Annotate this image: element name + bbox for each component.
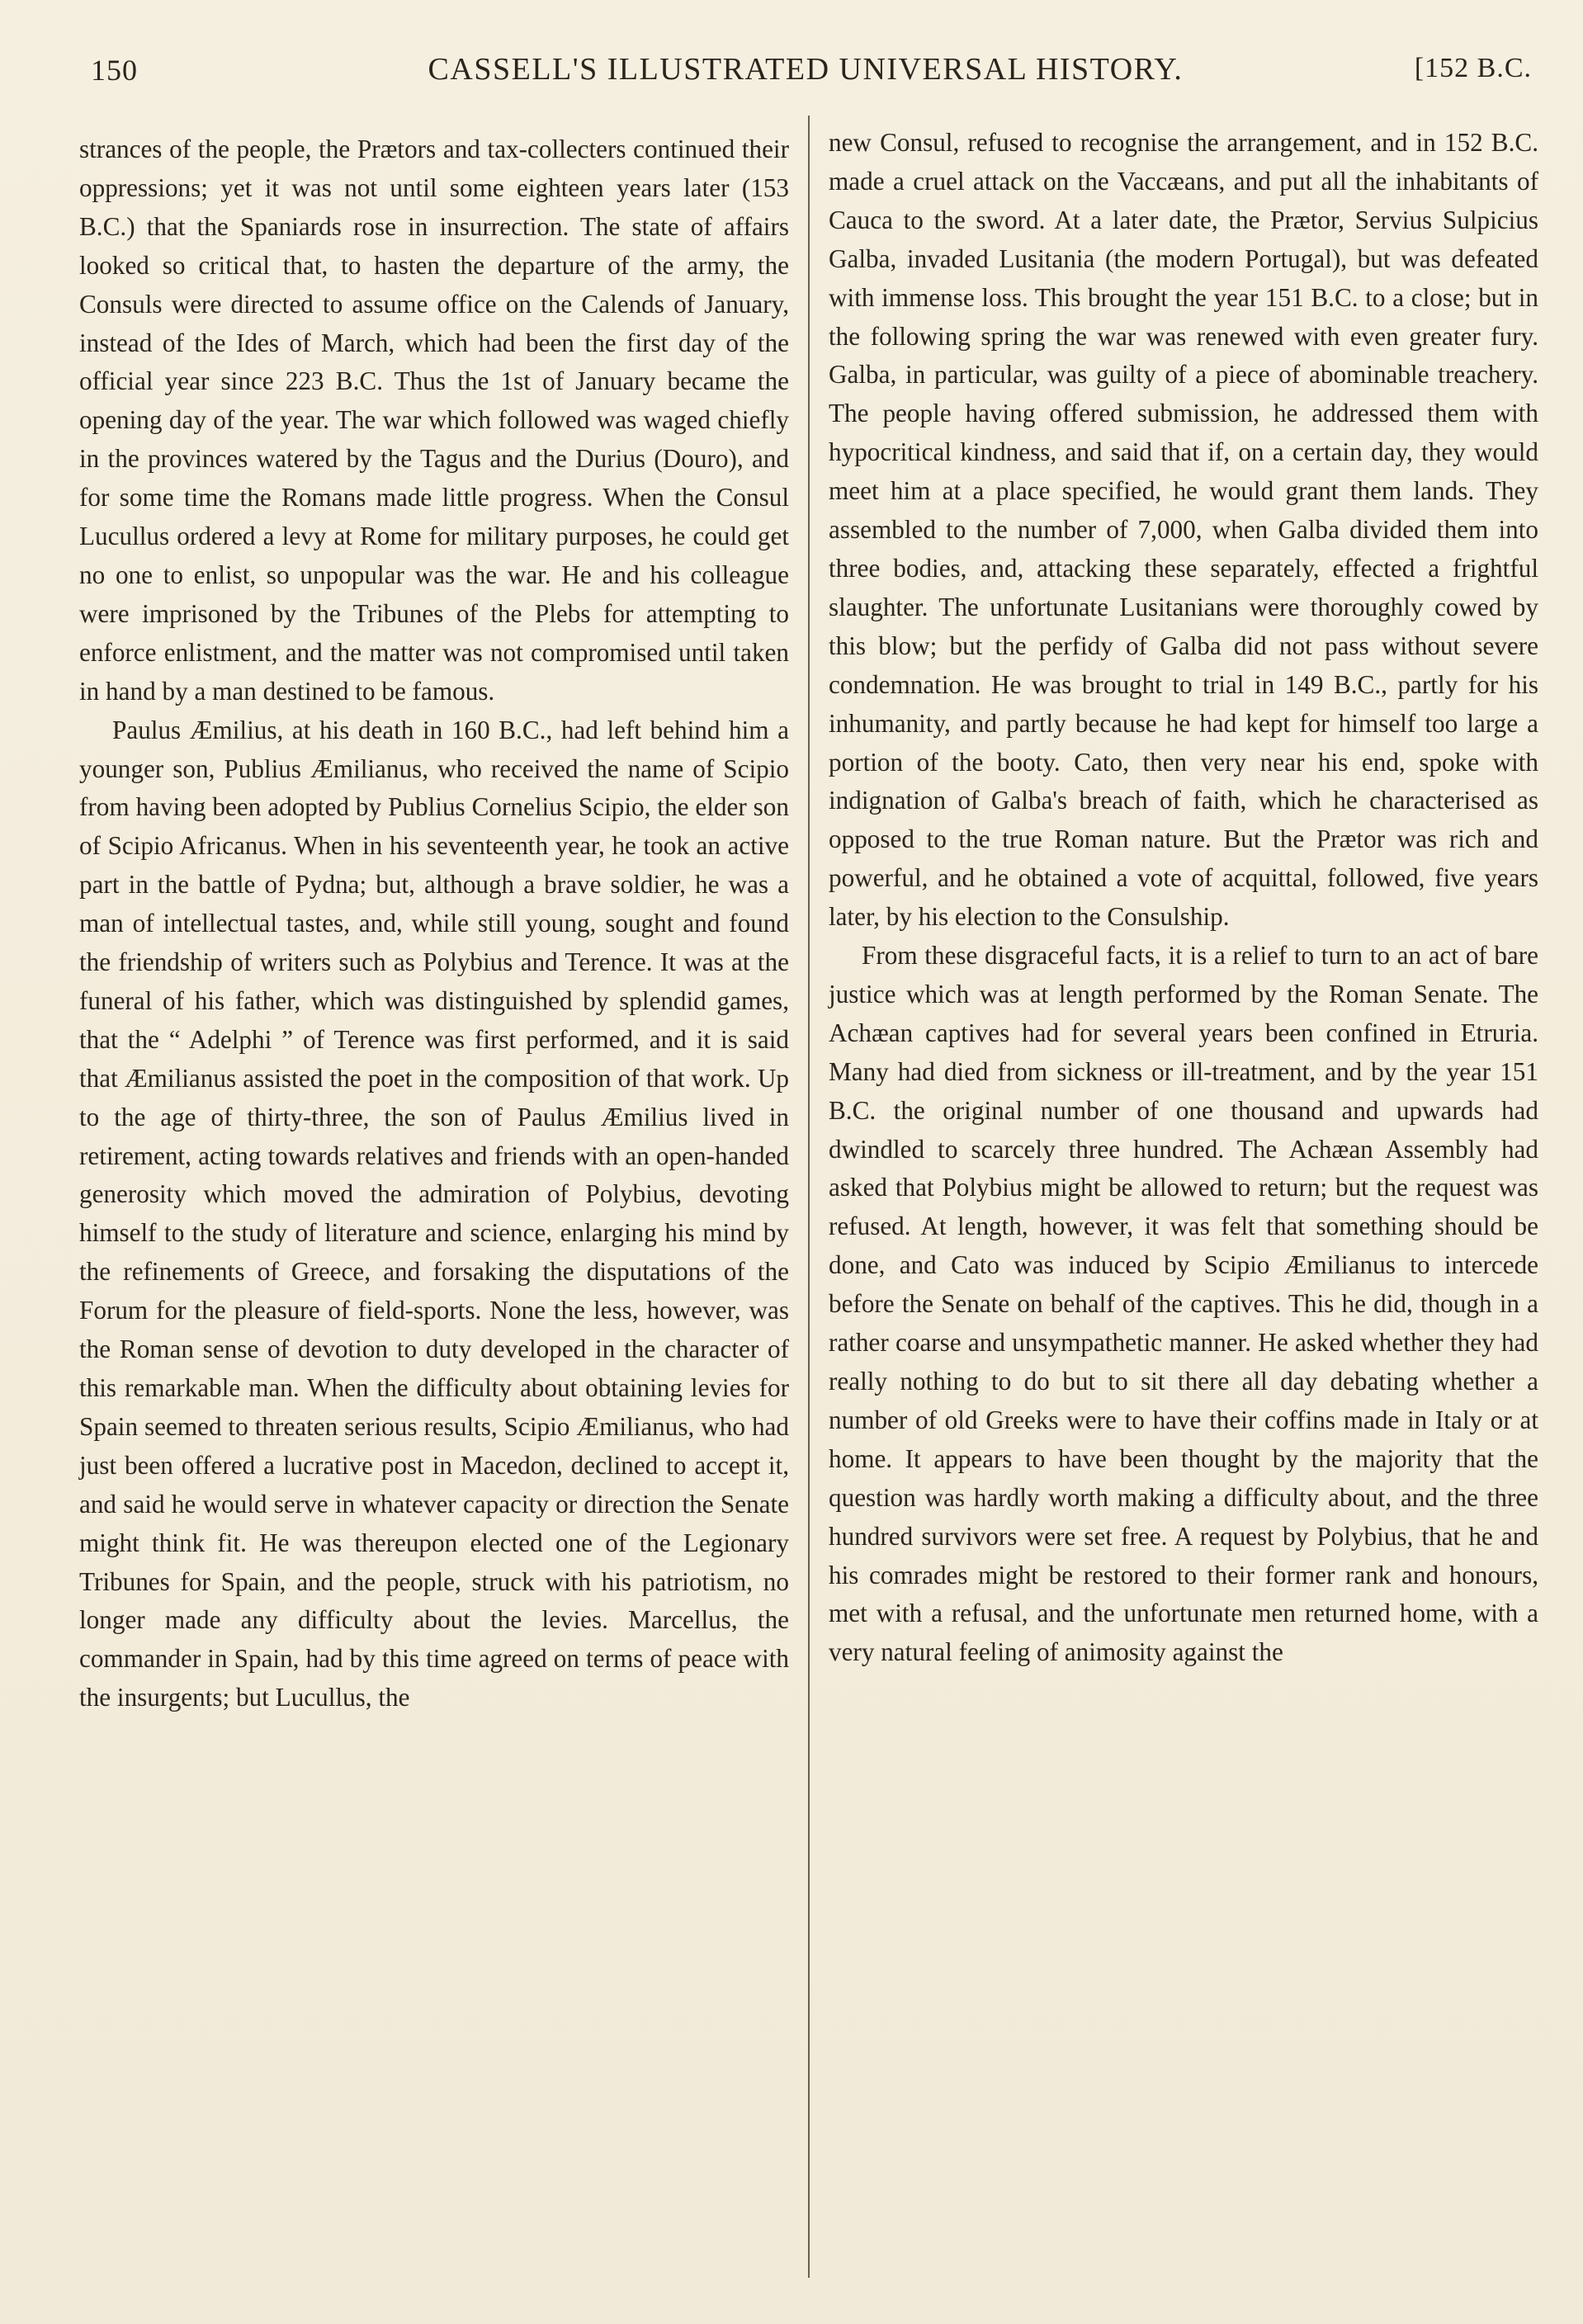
left-paragraph-1: strances of the people, the Prætors and tax-collecters continued their oppressions; yet it was not until some eighteen years later (153 B.C.) that the Spaniards rose in insurrection. The state of affairs looked so critical that, to hasten the departure of the army, the Consuls were directed to assume office on the Calends of January, instead of the Ides of March, which had been the first day of the official year since 223 B.C. Thus the 1st of January became the opening day of the year. The war which followed was waged chiefly in the provinces watered by the Tagus and the Durius (Douro), and for some time the Romans made little progress. When the Consul Lucullus ordered a levy at Rome for military purposes, he could get no one to enlist, so unpopular was the war. He and his colleague were imprisoned by the Tribunes of the Plebs for attempting to enforce enlistment, and the matter was not compromised until taken in hand by a man destined to be famous. (79, 135, 789, 706)
page-number: 150 (91, 54, 138, 87)
column-divider (808, 116, 810, 2278)
right-paragraph-2: From these disgraceful facts, it is a relief to turn to an act of bare justice which was at length performed by the Roman Senate. The Achæan captives had for several years been confined in Etruria. Many had died from sickness or ill-treatment, and by the year 151 B.C. the original number of one thousand and upwards had dwindled to scarcely three hundred. The Achæan Assembly had asked that Polybius might be allowed to return; but the request was refused. At length, however, it was felt that something should be done, and Cato was induced by Scipio Æmilianus to intercede before the Senate on behalf of the captives. This he did, though in a rather coarse and unsympathetic manner. He asked whether they had really nothing to do but to sit there all day debating whether a number of old Greeks were to have their coffins made in Italy or at home. It appears to have been thought by the majority that the question was hardly worth making a difficulty about, and the three hundred survivors were set free. A request by Polybius, that he and his comrades might be restored to their former rank and honours, met with a refusal, and the unfortunate men returned home, with a very natural feeling of animosity against the (829, 941, 1538, 1667)
page-header (79, 48, 1532, 97)
left-paragraph-2: Paulus Æmilius, at his death in 160 B.C., had left behind him a younger son, Publius Æmilianus, who received the name of Scipio from having been adopted by Publius Cornelius Scipio, the elder son of Scipio Africanus. When in his seventeenth year, he took an active part in the battle of Pydna; but, although a brave soldier, he was a man of intellectual tastes, and, while still young, sought and found the friendship of writers such as Polybius and Terence. It was at the funeral of his father, which was distinguished by splendid games, that the “ Adelphi ” of Terence was first performed, and it is said that Æmilianus assisted the poet in the composition of that work. Up to the age of thirty-three, the son of Paulus Æmilius lived in retirement, acting towards relatives and friends with an open-handed generosity which moved the admiration of Polybius, devoting himself to the study of literature and science, enlarging his mind by the refinements of Greece, and forsaking the disputations of the Forum for the pleasure of field-sports. None the less, however, was the Roman sense of devotion to duty developed in the character of this remarkable man. When the difficulty about obtaining levies for Spain seemed to threaten serious results, Scipio Æmilianus, who had just been offered a lucrative post in Macedon, declined to accept it, and said he would serve in whatever capacity or direction the Senate might think fit. He was thereupon elected one of the Legionary Tribunes for Spain, and the people, struck with his patriotism, no longer made any difficulty about the levies. Marcellus, the commander in Spain, had by this time agreed on terms of peace with the insurgents; but Lucullus, the (79, 715, 789, 1712)
date-marker: [152 B.C. (1414, 53, 1532, 83)
right-column (829, 124, 1538, 1672)
right-paragraph-1: new Consul, refused to recognise the arrangement, and in 152 B.C. made a cruel attack on the Vaccæans, and put all the inhabitants of Cauca to the sword. At a later date, the Prætor, Servius Sulpicius Galba, invaded Lusitania (the modern Portugal), but was defeated with immense loss. This brought the year 151 B.C. to a close; but in the following spring the war was renewed with even greater fury. Galba, in particular, was guilty of a piece of abominable treachery. The people having offered submission, he addressed them with hypocritical kindness, and said that if, on a certain day, they would meet him at a place specified, he would grant them lands. They assembled to the number of 7,000, when Galba divided them into three bodies, and, attacking these separately, effected a frightful slaughter. The unfortunate Lusitanians were thoroughly cowed by this blow; but the perfidy of Galba did not pass without severe condemnation. He was brought to trial in 149 B.C., partly for his inhumanity, and partly because he had kept for himself too large a portion of the booty. Cato, then very near his end, spoke with indignation of Galba's breach of faith, which he characterised as opposed to the true Roman nature. But the Prætor was rich and powerful, and he obtained a vote of acquittal, followed, five years later, by his election to the Consulship. (829, 128, 1538, 932)
running-title: CASSELL'S ILLUSTRATED UNIVERSAL HISTORY. (428, 52, 1184, 87)
left-column (79, 130, 789, 1717)
